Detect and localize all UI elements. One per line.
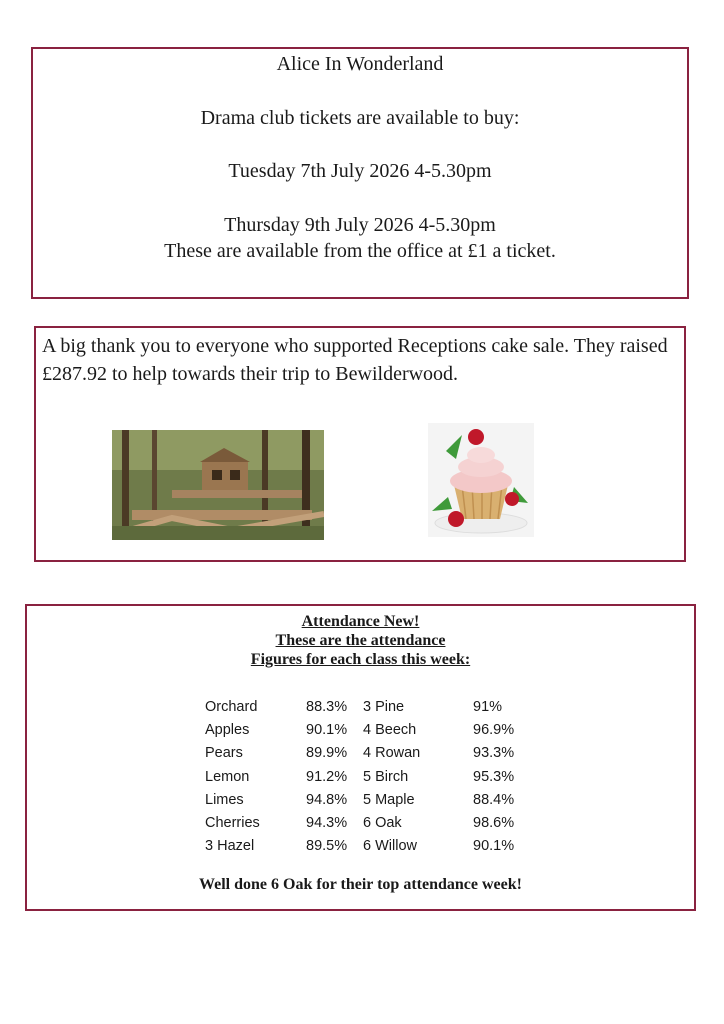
cake-sale-notice — [34, 326, 686, 562]
attendance-percent-cell: 93.3% — [473, 745, 515, 762]
attendance-percent-cell: 89.5% — [306, 838, 348, 855]
class-name-cell: 4 Beech — [363, 721, 417, 738]
attendance-percent-cell: 91.2% — [306, 768, 348, 785]
treehouse-photo — [112, 430, 324, 540]
attendance-percent-cell: 94.3% — [306, 815, 348, 832]
class-name-cell: 5 Birch — [363, 768, 409, 785]
class-name-cell: Limes — [205, 791, 244, 808]
attendance-percent-cell: 96.9% — [473, 721, 515, 738]
attendance-percent-cell: 90.1% — [306, 721, 348, 738]
attendance-percent-cell: 90.1% — [473, 838, 515, 855]
class-name-cell: 3 Pine — [363, 698, 405, 715]
attendance-percent-cell: 91% — [473, 698, 503, 715]
ticket-intro: Drama club tickets are available to buy: — [200, 107, 520, 129]
table-row — [205, 742, 533, 765]
table-row — [205, 765, 533, 788]
top-attendance-message: Well done 6 Oak for their top attendance week! — [199, 876, 522, 893]
class-name-cell: Cherries — [205, 815, 260, 832]
attendance-percent-cell: 88.4% — [473, 791, 515, 808]
attendance-percent-cell: 98.6% — [473, 815, 515, 832]
ticket-date-1: Tuesday 7th July 2026 4-5.30pm — [228, 160, 492, 182]
class-name-cell: 6 Willow — [363, 838, 417, 855]
ticket-price-note: These are available from the office at £1 a ticket. — [164, 240, 556, 262]
attendance-subheading: These are the attendance — [275, 632, 446, 649]
attendance-percent-cell: 95.3% — [473, 768, 515, 785]
table-row — [205, 835, 533, 858]
class-name-cell: Lemon — [205, 768, 250, 785]
class-name-cell: Orchard — [205, 698, 258, 715]
attendance-heading: Attendance New! — [301, 613, 420, 630]
table-row — [205, 718, 533, 741]
attendance-notice — [25, 604, 696, 911]
table-row — [205, 811, 533, 834]
attendance-percent-cell: 89.9% — [306, 745, 348, 762]
attendance-subheading-2: Figures for each class this week: — [250, 651, 471, 668]
table-row — [205, 695, 533, 718]
table-row — [205, 788, 533, 811]
play-title: Alice In Wonderland — [276, 53, 444, 75]
drama-club-notice — [31, 47, 689, 299]
class-name-cell: 4 Rowan — [363, 745, 421, 762]
attendance-percent-cell: 94.8% — [306, 791, 348, 808]
class-name-cell: Apples — [205, 721, 250, 738]
ticket-date-2: Thursday 9th July 2026 4-5.30pm — [224, 214, 496, 236]
class-name-cell: 3 Hazel — [205, 838, 255, 855]
class-name-cell: 6 Oak — [363, 815, 402, 832]
class-name-cell: Pears — [205, 745, 243, 762]
attendance-table — [205, 695, 533, 858]
cupcake-image — [428, 423, 534, 537]
class-name-cell: 5 Maple — [363, 791, 415, 808]
attendance-percent-cell: 88.3% — [306, 698, 348, 715]
cake-sale-message: A big thank you to everyone who supported Receptions cake sale. They raised £287.92 to help towards their trip to Bewilderwood. — [42, 335, 668, 385]
